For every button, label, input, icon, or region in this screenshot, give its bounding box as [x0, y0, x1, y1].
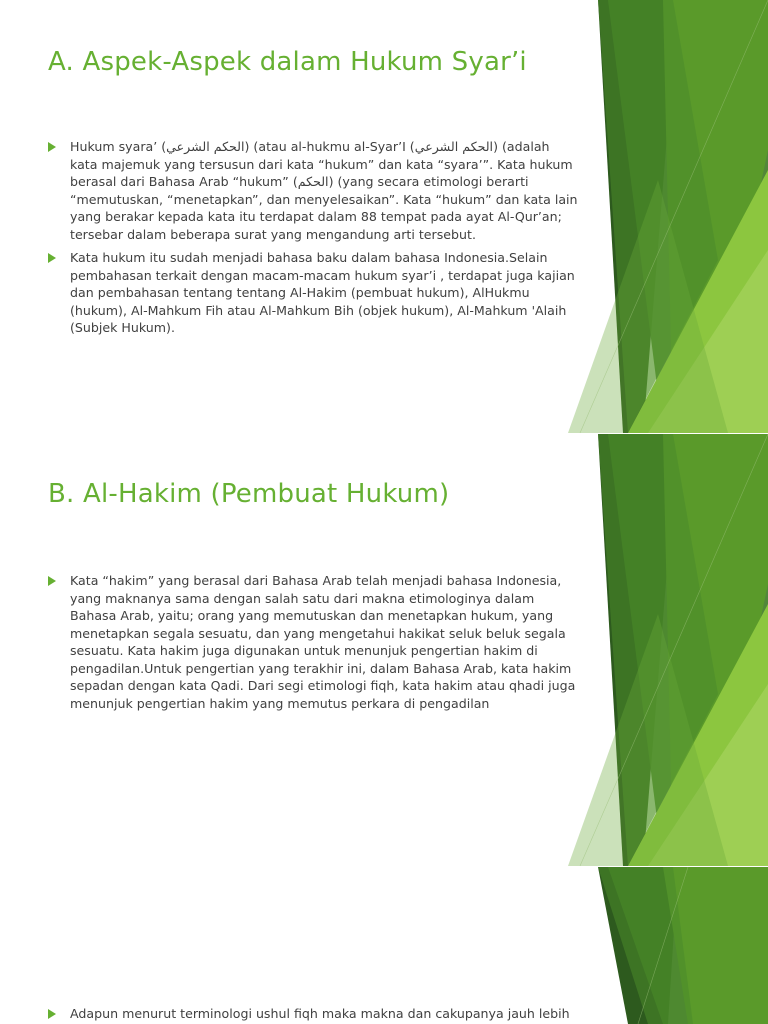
slide-title: B. Al-Hakim (Pembuat Hukum): [48, 479, 450, 509]
slide-1: [0, 0, 768, 433]
bullet-text: Adapun menurut terminologi ushul fiqh maka makna dan cakupanya jauh lebih: [70, 1006, 570, 1021]
bullet-text: Kata “hakim” yang berasal dari Bahasa Arab telah menjadi bahasa Indonesia, yang maknanya sama dengan salah satu dari makna etimologinya dalam Bahasa Arab, yaitu; orang yang memutuskan dan menetapkan hukum, yang menetapkan segala sesuatu, dan yang mengetahui hakikat seluk beluk segala sesuatu. Kata hakim juga digunakan untuk menunjuk pengertian hakim di pengadilan.Untuk pengertian yang terakhir ini, dalam Bahasa Arab, kata hakim sepadan dengan kata Qadi. Dari segi etimologi fiqh, kata hakim atau qhadi juga menunjuk pengertian hakim yang memutus perkara di pengadilan: [70, 573, 576, 711]
green-geometric-decoration: [568, 0, 768, 433]
bullet-list: [48, 138, 578, 343]
bullet-list: [48, 1005, 578, 1024]
list-item: [48, 138, 578, 243]
bullet-arrow-icon: [48, 576, 56, 586]
slide-title: A. Aspek-Aspek dalam Hukum Syar’i: [48, 47, 527, 77]
green-geometric-decoration: [568, 434, 768, 866]
list-item: [48, 249, 578, 337]
list-item: [48, 1005, 578, 1023]
slide-3: [0, 867, 768, 1024]
green-geometric-decoration: [568, 867, 768, 1024]
bullet-text: Kata hukum itu sudah menjadi bahasa baku dalam bahasa Indonesia.Selain pembahasan terkait dengan macam-macam hukum syar’i , terdapat juga kajian dan pembahasan tentang tentang Al-Hakim (pembuat hukum), AlHukmu (hukum), Al-Mahkum Fih atau Al-Mahkum Bih (objek hukum), Al-Mahkum 'Alaih (Subjek Hukum).: [70, 250, 575, 335]
bullet-arrow-icon: [48, 253, 56, 263]
bullet-arrow-icon: [48, 142, 56, 152]
bullet-arrow-icon: [48, 1009, 56, 1019]
bullet-text: Hukum syara’ (الحكم الشرعي) (atau al-hukmu al-Syar’I (الحكم الشرعي) (adalah kata majemuk yang tersusun dari kata “hukum” dan kata “syara’”. Kata hukum berasal dari Bahasa Arab “hukum” (الحكم) (yang secara etimologi berarti “memutuskan, “menetapkan”, dan menyelesaikan”. Kata “hukum” dan kata lain yang berakar kepada kata itu terdapat dalam 88 tempat pada ayat Al-Qur’an; tersebar dalam beberapa surat yang mengandung arti tersebut.: [70, 139, 578, 242]
bullet-list: [48, 572, 578, 718]
slide-2: [0, 434, 768, 866]
list-item: [48, 572, 578, 712]
